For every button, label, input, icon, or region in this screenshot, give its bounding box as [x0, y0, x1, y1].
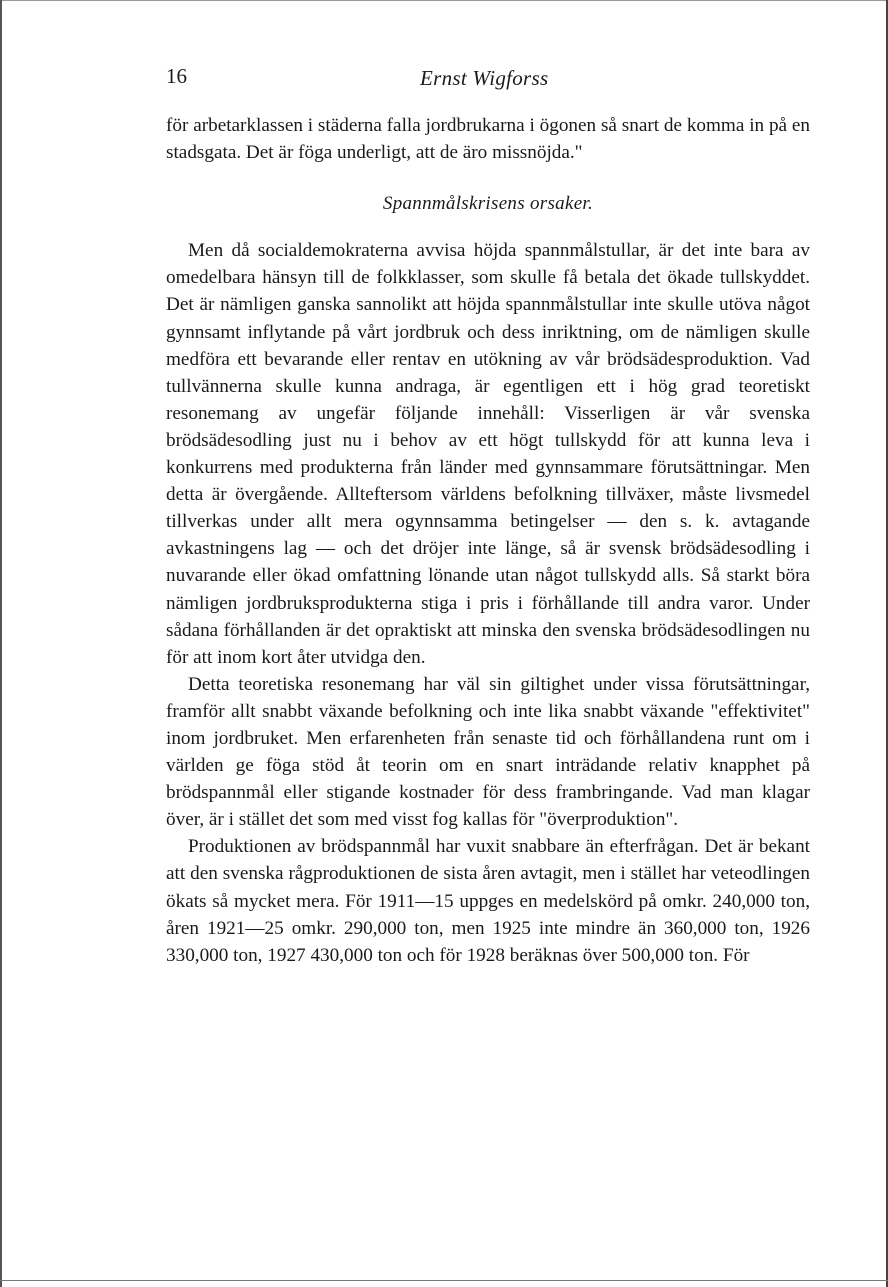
paragraph: Men då socialdemokraterna avvisa höjda spannmålstullar, är det inte bara av omedelbara hänsyn till de folkklasser, som skulle få betala det ökade tullskyddet. Det är nämligen ganska sannolikt att höjda spannmålstullar inte skulle utöva något gynnsamt inflytande på vårt jordbruk och dess inriktning, om de nämligen skulle medföra ett bevarande eller rentav en utökning av vår brödsädesproduktion. Vad tullvännerna skulle kunna andraga, är egentligen ett i hög grad teoretiskt resonemang av ungefär följande innehåll: Visserligen är vår svenska brödsädesodling just nu i behov av ett högt tullskydd för att kunna leva i konkurrens med produkterna från länder med gynnsammare förutsättningar. Men detta är övergående. Allteftersom världens befolkning tillväxer, måste livsmedel tillverkas under allt mera ogynnsamma betingelser — den s. k. avtagande avkastningens lag — och det dröjer inte länge, så är svensk brödsädesodling i nuvarande eller ökad omfattning lönande utan något tullskydd alls. Så starkt böra nämligen jordbruksprodukterna stiga i pris i förhållande till andra varor. Under sådana förhållanden är det opraktiskt att minska den svenska brödsädesodlingen nu för att inom kort åter utvidga den. [166, 240, 810, 668]
section-heading: Spannmålskrisens orsaker. [382, 193, 594, 215]
continuation-paragraph: för arbetarklassen i städerna falla jordbrukarna i ögonen så snart de komma in på en stadsgata. Det är föga underligt, att de äro missnöjda." [166, 115, 810, 164]
scan-edge-left [0, 0, 2, 1287]
paragraph: Detta teoretiska resonemang har väl sin giltighet under vissa förutsättningar, framför allt snabbt växande befolkning och inte lika snabbt växande "effektivitet" inom jordbruket. Men erfarenheten från senaste tid och förhållandena runt om i världen ge föga stöd åt teorin om en snart inträdande relativ knapphet på brödspannmål eller stigande kostnader för dess frambringande. Vad man klagar över, är i stället det som med visst fog kallas för "överproduktion". [166, 673, 810, 831]
scan-edge-bottom [0, 1280, 888, 1281]
page-header [166, 64, 810, 100]
scan-edge-top [0, 0, 888, 1]
paragraph: Produktionen av brödspannmål har vuxit snabbare än efterfrågan. Det är bekant att den svenska rågproduktionen de sista åren avtagit, men i stället har veteodlingen ökats så mycket mera. För 1911—15 uppges en medelskörd på omkr. 240,000 ton, åren 1921—25 omkr. 290,000 ton, men 1925 inte mindre än 360,000 ton, 1926 330,000 ton, 1927 430,000 ton och för 1928 beräknas över 500,000 ton. För [166, 836, 810, 966]
page-number: 16 [166, 64, 187, 88]
running-head-author: Ernst Wigforss [420, 66, 549, 90]
body-text [166, 112, 810, 969]
